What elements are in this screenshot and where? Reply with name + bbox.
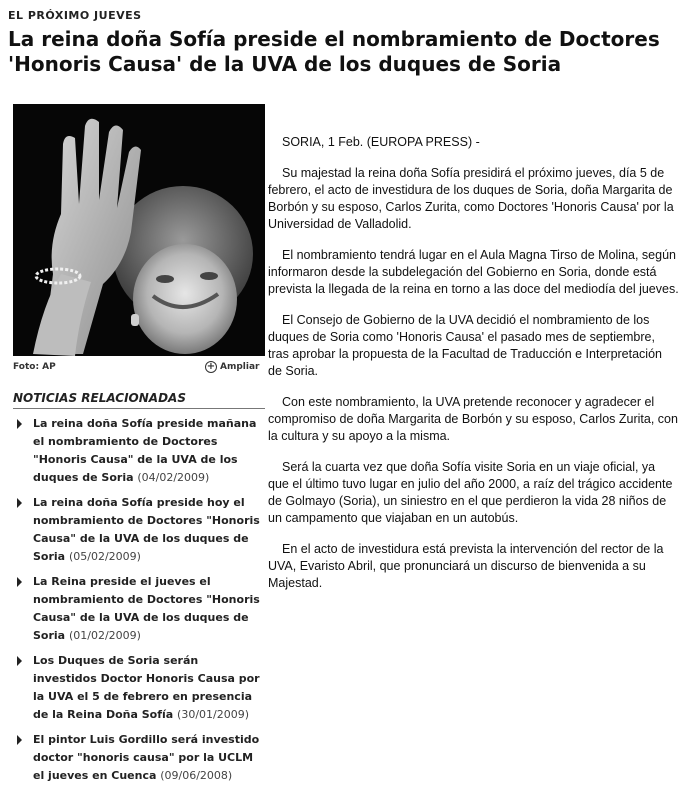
article-paragraph: En el acto de investidura está prevista la intervención del rector de la UVA, Evaristo Abril, que pronunciará un discurso de bienvenida a su Majestad.: [268, 542, 664, 590]
headline: La reina doña Sofía preside el nombramiento de Doctores 'Honoris Causa' de la UVA de los duques de Soria: [8, 27, 660, 76]
article-paragraph: Su majestad la reina doña Sofía presidirá el próximo jueves, día 5 de febrero, el acto de investidura de los duques de Soria, doña Margarita de Borbón y su esposo, Carlos Zurita, como Doctores 'Honoris Causa' por la Universidad de Valladolid.: [268, 166, 674, 231]
related-news-link[interactable]: Los Duques de Soria serán investidos Doctor Honoris Causa por la UVA el 5 de febrero en presencia de la Reina Doña Sofía: [33, 654, 260, 721]
list-item: [13, 494, 265, 566]
article-paragraph: El Consejo de Gobierno de la UVA decidió el nombramiento de los duques de Soria como 'Honoris Causa' el pasado mes de septiembre, tras aprobar la propuesta de la Facultad de Traducción e Interpretación de Soria.: [268, 313, 662, 378]
enlarge-button[interactable]: [205, 361, 259, 373]
arrow-right-icon: [17, 498, 22, 508]
arrow-right-icon: [17, 735, 22, 745]
list-item: [13, 731, 265, 785]
news-date: (05/02/2009): [68, 550, 141, 563]
news-date: (01/02/2009): [68, 629, 141, 642]
news-date: (04/02/2009): [137, 471, 210, 484]
kicker: EL PRÓXIMO JUEVES: [8, 9, 142, 22]
article-paragraph: Será la cuarta vez que doña Sofía visite Soria en un viaje oficial, ya que el último tuvo lugar en julio del año 2000, a raíz del trágico accidente de Golmayo (Soria), un siniestro en el que perdieron la vida 28 niños de un campamento que viajaban en un autobús.: [268, 460, 673, 525]
news-photo[interactable]: [13, 104, 265, 356]
list-item: [13, 573, 265, 645]
article-body: [268, 134, 679, 606]
related-news-heading: NOTICIAS RELACIONADAS: [13, 391, 265, 409]
related-news-link[interactable]: La reina doña Sofía preside mañana el nombramiento de Doctores "Honoris Causa" de la UVA de los duques de Soria: [33, 417, 257, 484]
news-date: (09/06/2008): [160, 769, 233, 782]
article-dateline: SORIA, 1 Feb. (EUROPA PRESS) -: [282, 135, 480, 149]
related-news-list: [13, 415, 265, 792]
plus-icon: +: [206, 361, 216, 372]
related-news-link[interactable]: La Reina preside el jueves el nombramiento de Doctores "Honoris Causa" de la UVA de los duques de Soria: [33, 575, 260, 642]
photo-credit: Foto: AP: [13, 362, 56, 372]
enlarge-label: Ampliar: [220, 362, 260, 372]
arrow-right-icon: [17, 419, 22, 429]
queen-waving-photo-illustration: [13, 104, 265, 356]
arrow-right-icon: [17, 577, 22, 587]
list-item: [13, 415, 265, 487]
related-news-link[interactable]: La reina doña Sofía preside hoy el nombramiento de Doctores "Honoris Causa" de la UVA de los duques de Soria: [33, 496, 260, 563]
article-paragraph: El nombramiento tendrá lugar en el Aula Magna Tirso de Molina, según informaron desde la subdelegación del Gobierno en Soria, donde está prevista la llegada de la reina en torno a las doce del mediodía del jueves.: [268, 248, 679, 296]
related-news-link[interactable]: El pintor Luis Gordillo será investido doctor "honoris causa" por la UCLM el jueves en Cuenca: [33, 733, 260, 782]
news-date: (30/01/2009): [177, 708, 250, 721]
arrow-right-icon: [17, 656, 22, 666]
list-item: [13, 652, 265, 724]
article-paragraph: Con este nombramiento, la UVA pretende reconocer y agradecer el compromiso de doña Margarita de Borbón y su esposo, Carlos Zurita, con la cultura y su apoyo a la misma.: [268, 395, 678, 443]
